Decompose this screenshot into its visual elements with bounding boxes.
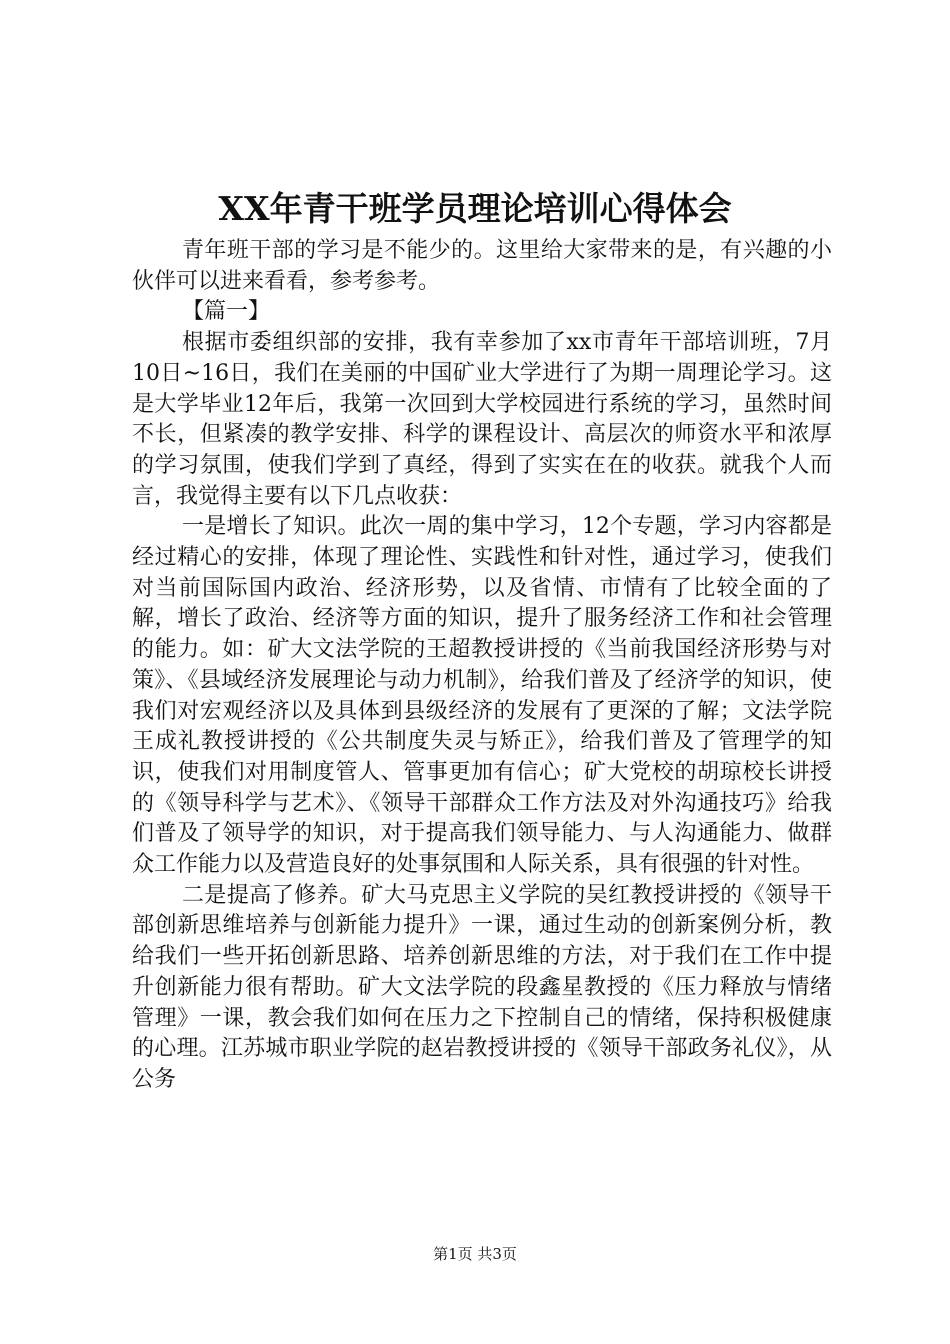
body-paragraph: 一是增长了知识。此次一周的集中学习，12个专题，学习内容都是经过精心的安排，体现了理论性、实践性和针对性，通过学习，使我们对当前国际国内政治、经济形势，以及省情、市情有了比较全面的了解，增长了政治、经济等方面的知识，提升了服务经济工作和社会管理的能力。如：矿大文法学院的王超教授讲授的《当前我国经济形势与对策》、《县域经济发展理论与动力机制》，给我们普及了经济学的知识，使我们对宏观经济以及具体到县级经济的发展有了更深的了解；文法学院王成礼教授讲授的《公共制度失灵与矫正》，给我们普及了管理学的知识，使我们对用制度管人、管事更加有信心；矿大党校的胡琼校长讲授的《领导科学与艺术》、《领导干部群众工作方法及对外沟通技巧》给我们普及了领导学的知识，对于提高我们领导能力、与人沟通能力、做群众工作能力以及营造良好的处事氛围和人际关系，具有很强的针对性。 — [132, 514, 832, 878]
document-title: XX年青干班学员理论培训心得体会 — [218, 189, 732, 228]
body-paragraph: 根据市委组织部的安排，我有幸参加了xx市青年干部培训班，7月10日~16日，我们在美丽的中国矿业大学进行了为期一周理论学习。这是大学毕业12年后，我第一次回到大学校园进行系统的学习，虽然时间不长，但紧凑的教学安排、科学的课程设计、高层次的师资水平和浓厚的学习氛围，使我们学到了真经，得到了实实在在的收获。就我个人而言，我觉得主要有以下几点收获： — [132, 330, 832, 509]
page-number-footer: 第1页 共3页 — [433, 1245, 517, 1263]
document-body — [132, 236, 832, 1096]
body-paragraph: 二是提高了修养。矿大马克思主义学院的吴红教授讲授的《领导干部创新思维培养与创新能力提升》一课，通过生动的创新案例分析，教给我们一些开拓创新思路、培养创新思维的方法，对于我们在工作中提升创新能力很有帮助。矿大文法学院的段鑫星教授的《压力释放与情绪管理》一课，教会我们如何在压力之下控制自己的情绪，保持积极健康的心理。江苏城市职业学院的赵岩教授讲授的《领导干部政务礼仪》，从公务 — [132, 882, 832, 1092]
intro-paragraph: 青年班干部的学习是不能少的。这里给大家带来的是，有兴趣的小伙伴可以进来看看，参考参考。 — [132, 238, 832, 294]
section-heading: 【篇一】 — [182, 299, 271, 325]
